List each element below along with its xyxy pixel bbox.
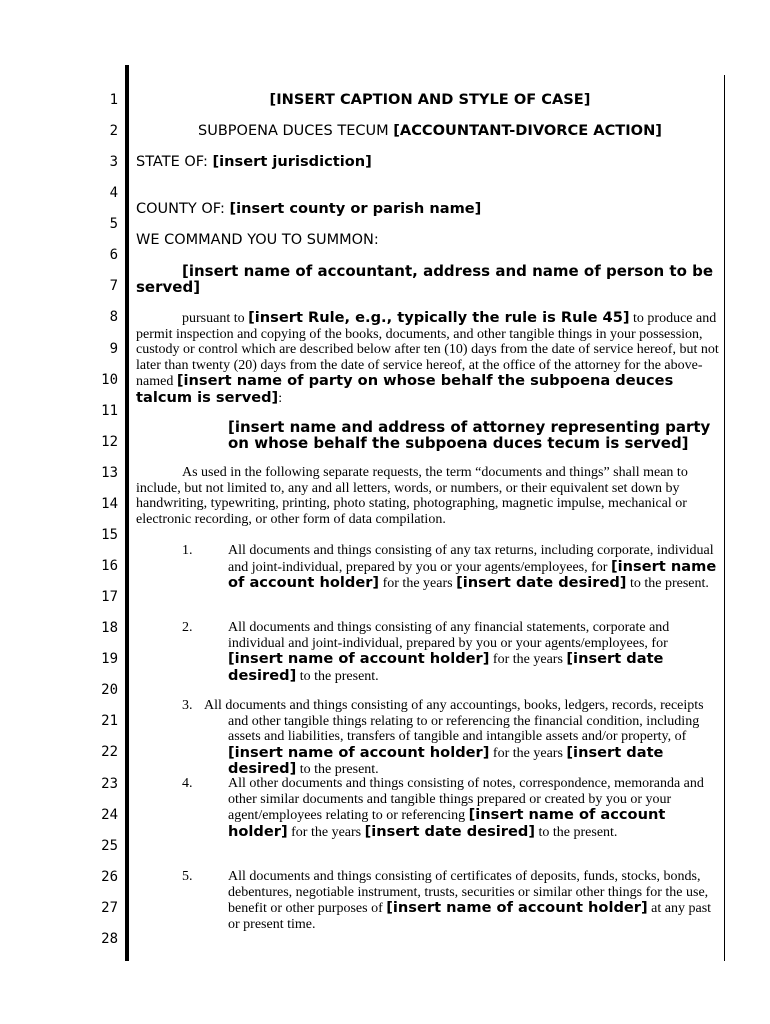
line-number: 9 (109, 340, 118, 357)
text: to produce and permit inspection and copying of the books, documents, and other tangible things in your possession, custody or control which are described below after ten (10) days from the date of service hereof, but not later than twenty (20) days from the date of service hereof, at the office of the attorney for the above-named (136, 311, 719, 390)
request-text: for the years (379, 576, 457, 592)
request-item (182, 869, 724, 932)
rule-placeholder: [insert Rule, e.g., typically the rule is Rule 45] (248, 309, 630, 326)
line-number: 15 (101, 526, 118, 543)
line-number: 10 (101, 371, 118, 388)
request-text: All documents and things consisting of any accountings, books, ledgers, records, receipts and other tangible things relating to or referencing the financial condition, including assets and liabilities, transfers of tangible and intangible assets and/or property, of (204, 698, 704, 745)
text: : (278, 390, 283, 406)
line-number: 22 (101, 744, 118, 761)
line-number: 14 (101, 495, 118, 512)
line-number: 19 (101, 651, 118, 668)
line-number: 11 (101, 402, 118, 419)
line-number: 23 (101, 775, 118, 792)
line-number: 28 (101, 930, 118, 947)
case-caption (136, 92, 724, 108)
request-item (182, 776, 724, 840)
state-line (136, 154, 372, 170)
document-title (136, 123, 724, 139)
request-placeholder: [insert name of account holder] (228, 557, 717, 592)
pursuant-paragraph (136, 310, 724, 407)
request-item (182, 698, 724, 778)
title-placeholder: [ACCOUNTANT-DIVORCE ACTION] (393, 122, 662, 139)
line-number: 24 (101, 806, 118, 823)
line-number: 27 (101, 899, 118, 916)
line-number: 18 (101, 620, 118, 637)
request-text: All documents and things consisting of any financial statements, corporate and individual and joint-individual, prepared by you or your agents/employees, for (228, 620, 670, 651)
county-placeholder: [insert county or parish name] (229, 200, 482, 217)
request-item (182, 620, 724, 684)
state-label: STATE OF: (136, 154, 213, 170)
request-number: 4. (182, 776, 193, 791)
request-number: 5. (182, 869, 193, 884)
right-margin-rule (724, 75, 725, 961)
request-text: All other documents and things consisting of notes, correspondence, memoranda and other similar documents and tangible things prepared or created by you or your agent/employees relating to or referencing (228, 776, 704, 824)
line-number: 12 (101, 433, 118, 450)
request-placeholder: [insert name of account holder] (228, 743, 490, 761)
request-text: All documents and things consisting of certificates of deposits, funds, stocks, bonds, debentures, negotiable instrument, trusts, securities or similar other things for the use, benefit or other purposes of (228, 869, 709, 917)
title-plain: SUBPOENA DUCES TECUM (198, 123, 394, 139)
request-item (182, 543, 724, 592)
request-text: to the present. (535, 824, 618, 840)
line-number: 5 (109, 216, 118, 233)
line-number: 25 (101, 837, 118, 854)
line-number: 1 (109, 92, 118, 108)
line-number: 26 (101, 868, 118, 885)
request-text: for the years (287, 824, 365, 840)
command-line: WE COMMAND YOU TO SUMMON: (136, 232, 379, 248)
request-placeholder: [insert name of account holder] (386, 899, 648, 917)
line-number: 17 (101, 589, 118, 606)
line-number: 4 (109, 185, 118, 202)
text: pursuant to (182, 311, 249, 326)
request-placeholder: [insert date desired] (364, 822, 536, 840)
line-number: 20 (101, 682, 118, 699)
request-text: to the present. (296, 668, 379, 684)
line-number: 21 (101, 713, 118, 730)
request-placeholder: [insert date desired] (228, 743, 664, 778)
caption-text: [INSERT CAPTION AND STYLE OF CASE] (269, 91, 591, 108)
line-number: 2 (109, 123, 118, 140)
county-label: COUNTY OF: (136, 201, 230, 217)
request-placeholder: [insert name of account holder] (228, 650, 490, 668)
line-number: 8 (109, 309, 118, 326)
party-placeholder: [insert name of party on whose behalf the subpoena deuces talcum is served] (136, 372, 674, 406)
summon-target-placeholder: [insert name of accountant, address and name of person to be served] (136, 262, 714, 296)
request-text: to the present. (296, 762, 379, 778)
line-number: 6 (109, 247, 118, 264)
line-number: 13 (101, 464, 118, 481)
request-placeholder: [insert date desired] (228, 650, 664, 684)
request-placeholder: [insert name of account holder] (228, 806, 666, 840)
definition-paragraph: As used in the following separate requests, the term “documents and things” shall mean to include, but not limited to, any and all letters, words, or numbers, or their equivalent set down by handwriting, typewriting, printing, photo stating, photographing, magnetic impulse, mechanical or electronic recording, or other form of data compilation. (136, 465, 688, 527)
request-number: 1. (182, 543, 193, 558)
request-text: to the present. (626, 576, 709, 592)
line-number: 16 (101, 558, 118, 575)
line-number: 7 (109, 278, 118, 295)
request-text: All documents and things consisting of any tax returns, including corporate, individual and joint-individual, prepared by you or your agents/employees, for (228, 543, 714, 575)
left-margin-rule (125, 65, 129, 961)
attorney-placeholder: [insert name and address of attorney representing party on whose behalf the subpoena duces tecum is served] (228, 418, 711, 452)
request-text: for the years (489, 745, 567, 761)
request-placeholder: [insert date desired] (456, 574, 627, 592)
county-line (136, 201, 481, 217)
request-text: for the years (489, 652, 567, 668)
request-text: at any past or present time. (228, 901, 712, 932)
request-number: 3. (182, 698, 193, 713)
request-number: 2. (182, 620, 193, 635)
state-placeholder: [insert jurisdiction] (212, 153, 372, 170)
line-number: 3 (109, 154, 118, 171)
